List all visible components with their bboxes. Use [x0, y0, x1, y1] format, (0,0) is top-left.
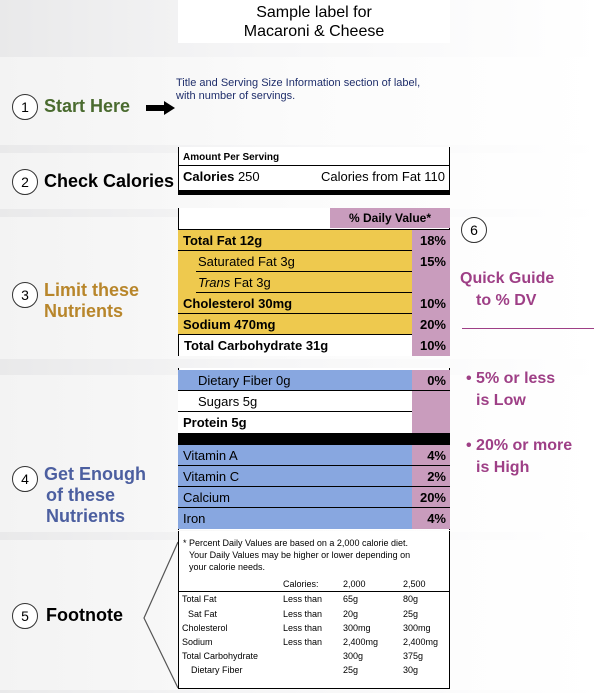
- calories-thick-divider: [179, 190, 449, 195]
- step-4-label: Get Enough of these Nutrients: [44, 464, 146, 526]
- row-divider: [178, 507, 450, 508]
- step-3-circle: 3: [12, 282, 38, 308]
- nutrient-row: [178, 412, 450, 433]
- quick-guide-underline: [462, 328, 594, 329]
- nutrient-row: [178, 370, 450, 391]
- nutrient-total-fat: Total Fat 12g: [183, 233, 263, 248]
- bracket-icon: [140, 540, 180, 690]
- calories-value: 250: [237, 169, 260, 184]
- dv-vitamin-c: 2%: [412, 466, 450, 487]
- amount-per-serving: Amount Per Serving: [183, 152, 280, 163]
- dv-sugars: [412, 391, 450, 412]
- title-line-1: Sample label for: [256, 4, 372, 21]
- step-2-circle: 2: [12, 169, 38, 195]
- nutrient-row: [178, 466, 450, 487]
- step-2-label: Check Calories: [44, 171, 175, 191]
- footnote-row: Total Fat Less than 65g 80g: [182, 594, 419, 604]
- nutrient-sat-fat: Saturated Fat 3g: [198, 254, 295, 269]
- nutrient-row: [178, 251, 450, 272]
- nutrient-calcium: Calcium: [183, 490, 230, 505]
- row-divider: [178, 486, 450, 487]
- row-divider: [178, 313, 412, 314]
- nutrient-row: [178, 335, 450, 356]
- arrow-right-icon: [146, 100, 176, 116]
- footnote-divider: [179, 591, 449, 592]
- nutrient-row: [178, 391, 450, 412]
- nutrient-carbohydrate: Total Carbohydrate 31g: [184, 338, 329, 353]
- row-divider: [178, 411, 412, 412]
- dv-fiber: 0%: [412, 370, 450, 391]
- calories-section: [178, 147, 450, 195]
- dv-calcium: 20%: [412, 487, 450, 508]
- dv-carbohydrate: 10%: [412, 335, 450, 356]
- nutrient-sodium: Sodium 470mg: [183, 317, 276, 332]
- title-line-2: Macaroni & Cheese: [243, 23, 385, 40]
- guide-low: • 5% or less is Low: [466, 370, 556, 409]
- step-1-label: Start Here: [44, 96, 131, 116]
- fat-calories: Calories from Fat 110: [320, 169, 445, 184]
- footnote-row: Cholesterol Less than 300mg 300mg: [182, 623, 431, 633]
- footnote-row: Total Carbohydrate 300g 375g: [182, 651, 424, 661]
- serving-note: Title and Serving Size Information section of label, with number of servings.: [176, 77, 421, 102]
- nutrient-trans-fat: Trans Fat 3g: [198, 275, 271, 290]
- row-divider: [178, 390, 450, 391]
- footnote-row: Dietary Fiber 25g 30g: [191, 665, 419, 675]
- step-3-label: Limit these Nutrients: [44, 280, 140, 321]
- dv-vitamin-a: 4%: [412, 445, 450, 466]
- nutrient-row: [178, 230, 450, 251]
- guide-high: • 20% or more is High: [466, 437, 573, 476]
- dv-sodium: 20%: [412, 314, 450, 335]
- row-divider: [178, 334, 412, 335]
- footnote-row: Sat Fat Less than 20g 25g: [188, 609, 419, 619]
- nutrient-row: [178, 272, 450, 293]
- dv-total-fat: 18%: [412, 230, 450, 251]
- nutrient-fiber: Dietary Fiber 0g: [198, 373, 291, 388]
- row-divider: [178, 250, 412, 251]
- row-divider: [178, 465, 450, 466]
- dv-cholesterol: 10%: [412, 293, 450, 314]
- nutrient-row: [178, 445, 450, 466]
- calories-label: Calories: [183, 169, 235, 184]
- step-5-circle: 5: [12, 603, 38, 629]
- step-6-circle: 6: [461, 217, 487, 243]
- nutrient-row: [178, 487, 450, 508]
- dv-trans-fat: [412, 272, 450, 293]
- footnote-intro: * Percent Daily Values are based on a 2,000 calorie diet. Your Daily Values may be higher or lower depending on your calorie needs.: [183, 538, 411, 572]
- nutrient-iron: Iron: [183, 511, 206, 526]
- row-divider: [196, 271, 412, 272]
- nutrient-protein: Protein 5g: [183, 415, 247, 430]
- quick-guide-title: Quick Guide to % DV: [460, 270, 555, 309]
- calories-divider: [179, 165, 449, 166]
- step-4-circle: 4: [12, 466, 38, 492]
- nutrient-row: [178, 314, 450, 335]
- nutrient-sugars: Sugars 5g: [198, 394, 258, 409]
- step-5-label: Footnote: [46, 605, 123, 625]
- step-1-circle: 1: [12, 94, 38, 120]
- diagram-title: [178, 0, 450, 43]
- thick-divider: [178, 433, 450, 445]
- nutrient-row: [178, 293, 450, 314]
- footnote-row: Sodium Less than 2,400mg 2,400mg: [182, 637, 439, 647]
- nutrient-vitamin-c: Vitamin C: [183, 469, 240, 484]
- dv-iron: 4%: [412, 508, 450, 529]
- dv-sat-fat: 15%: [412, 251, 450, 272]
- calories-line: [183, 169, 260, 184]
- daily-value-header: % Daily Value*: [330, 208, 450, 228]
- nutrient-vitamin-a: Vitamin A: [183, 448, 238, 463]
- row-divider: [196, 292, 412, 293]
- nutrient-row: [178, 508, 450, 529]
- dv-protein: [412, 412, 450, 433]
- footnote-section: * Percent Daily Values are based on a 2,000 calorie diet. Your Daily Values may be higher or lower depending on your calorie needs. Calories: 2,000 2,500 Total Fat Less than 65g 80g Sat Fat Less than 20g 25g Cholesterol Less than 300mg 300mg Sodium Less than 2,400mg 2,400mg Total Carbohydrate 300g 375g Dietary Fiber 25g 30g: [178, 531, 450, 689]
- nutrient-cholesterol: Cholesterol 30mg: [183, 296, 293, 311]
